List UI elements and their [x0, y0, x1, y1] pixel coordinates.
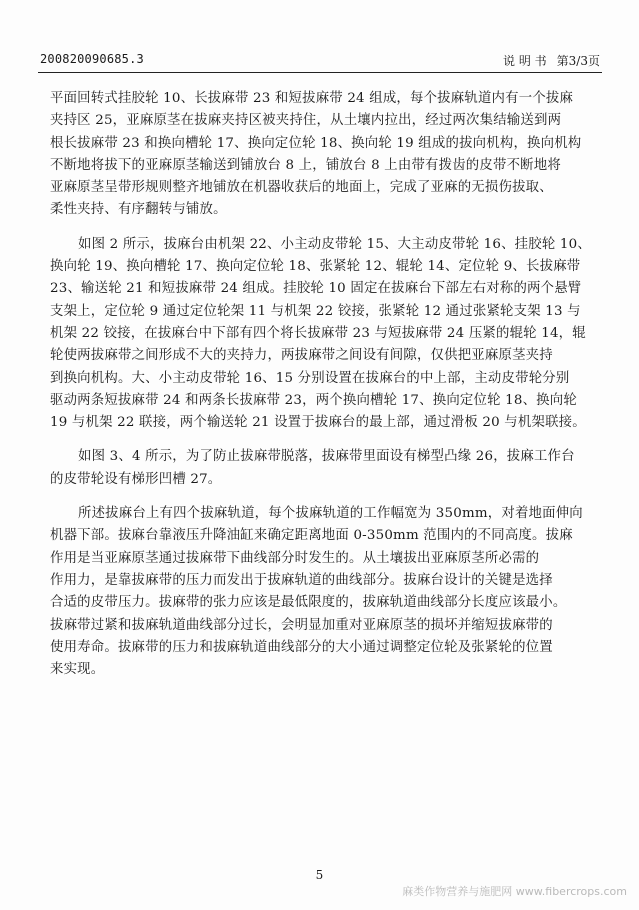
text-line: 所述拔麻台上有四个拔麻轨道，每个拔麻轨道的工作幅宽为 350mm，对着地面伸向 — [78, 506, 583, 522]
text-line: 的皮带轮设有梯形凹槽 27。 — [50, 471, 222, 487]
text-line: 如图 3、4 所示，为了防止拔麻带脱落，拔麻带里面设有梯型凸缘 26，拔麻工作台 — [78, 449, 575, 465]
page-info: 第3/3页 — [556, 54, 600, 68]
watermark: 麻类作物营养与施肥网 www.fibercrops.com — [402, 885, 627, 898]
text-line: 亚麻原茎呈带形规则整齐地铺放在机器收获后的地面上，完成了亚麻的无损伤拔取、 — [50, 180, 553, 196]
text-line: 19 与机架 22 联接，两个输送轮 21 设置于拔麻台的最上部，通过滑板 20 与机架联接。 — [50, 415, 586, 431]
text-line: 不断地将拔下的亚麻原茎输送到铺放台 8 上，铺放台 8 上由带有拨齿的皮带不断地将 — [50, 157, 561, 173]
doc-number: 200820090685.3 — [40, 52, 144, 66]
text-line: 平面回转式挂胶轮 10、长拔麻带 23 和短拔麻带 24 组成，每个拔麻轨道内有一个拔麻 — [50, 91, 574, 106]
text-line: 使用寿命。拔麻带的压力和拔麻轨道曲线部分的大小通过调整定位轮及张紧轮的位置 — [50, 639, 553, 655]
text-line: 作用是当亚麻原茎通过拔麻带下曲线部分时发生的。从土壤拔出亚麻原茎所必需的 — [50, 550, 540, 566]
paragraph-4 — [50, 503, 598, 681]
text-line: 换向轮 19、换向槽轮 17、换向定位轮 18、张紧轮 12、辊轮 14、定位轮 9、长拔麻带 — [50, 259, 581, 275]
body-content — [50, 88, 598, 693]
text-line: 夹持区 25，亚麻原茎在拔麻夹持区被夹持住，从土壤内拉出，经过两次集结输送到两 — [50, 113, 562, 129]
doc-type: 说 明 书 — [503, 54, 547, 68]
text-line: 如图 2 所示，拔麻台由机架 22、小主动皮带轮 15、大主动皮带轮 16、挂胶轮 10、 — [78, 236, 591, 252]
text-line: 驱动两条短拔麻带 24 和两条长拔麻带 23，两个换向槽轮 17、换向定位轮 18、换向轮 — [50, 392, 577, 408]
text-line: 轮使两拔麻带之间形成不大的夹持力，两拔麻带之间设有间隙，仅供把亚麻原茎夹持 — [50, 348, 553, 364]
text-line: 来实现。 — [50, 662, 105, 678]
text-line: 机器下部。拔麻台靠液压升降油缸来确定距离地面 0-350mm 范围内的不同高度。拔麻 — [50, 528, 573, 544]
text-line: 柔性夹持、有序翻转与铺放。 — [50, 202, 227, 218]
paragraph-2 — [50, 234, 598, 435]
text-line: 拔麻带过紧和拔麻轨道曲线部分过长，会明显加重对亚麻原茎的损坏并缩短拔麻带的 — [50, 617, 553, 633]
text-line: 合适的皮带压力。拔麻带的张力应该是最低限度的，拔麻轨道曲线部分长度应该最小。 — [50, 595, 567, 611]
page-header — [40, 52, 600, 70]
text-line: 机架 22 铰接，在拔麻台中下部有四个将长拔麻带 23 与短拔麻带 24 压紧的辊轮 14，辊 — [50, 325, 586, 341]
text-line: 根长拔麻带 23 和换向槽轮 17、换向定位轮 18、换向轮 19 组成的拔向机构，换向机构 — [50, 135, 582, 151]
text-line: 支架上，定位轮 9 通过定位轮架 11 与机架 22 铰接，张紧轮 12 通过张紧轮支架 13 与 — [50, 303, 581, 319]
text-line: 23、输送轮 21 和短拔麻带 24 组成。挂胶轮 10 固定在拔麻台下部左右对称的两个悬臂 — [50, 281, 582, 297]
paragraph-1 — [50, 88, 598, 222]
paragraph-3 — [50, 446, 598, 491]
text-line: 到换向机构。大、小主动皮带轮 16、15 分别设置在拔麻台的中上部，主动皮带轮分别 — [50, 370, 570, 386]
header-right — [503, 52, 600, 69]
text-line: 作用力，是靠拔麻带的压力而发出于拔麻轨道的曲线部分。拔麻台设计的关键是选择 — [50, 572, 553, 588]
page-number: 5 — [315, 868, 324, 882]
header-rule — [38, 72, 602, 73]
